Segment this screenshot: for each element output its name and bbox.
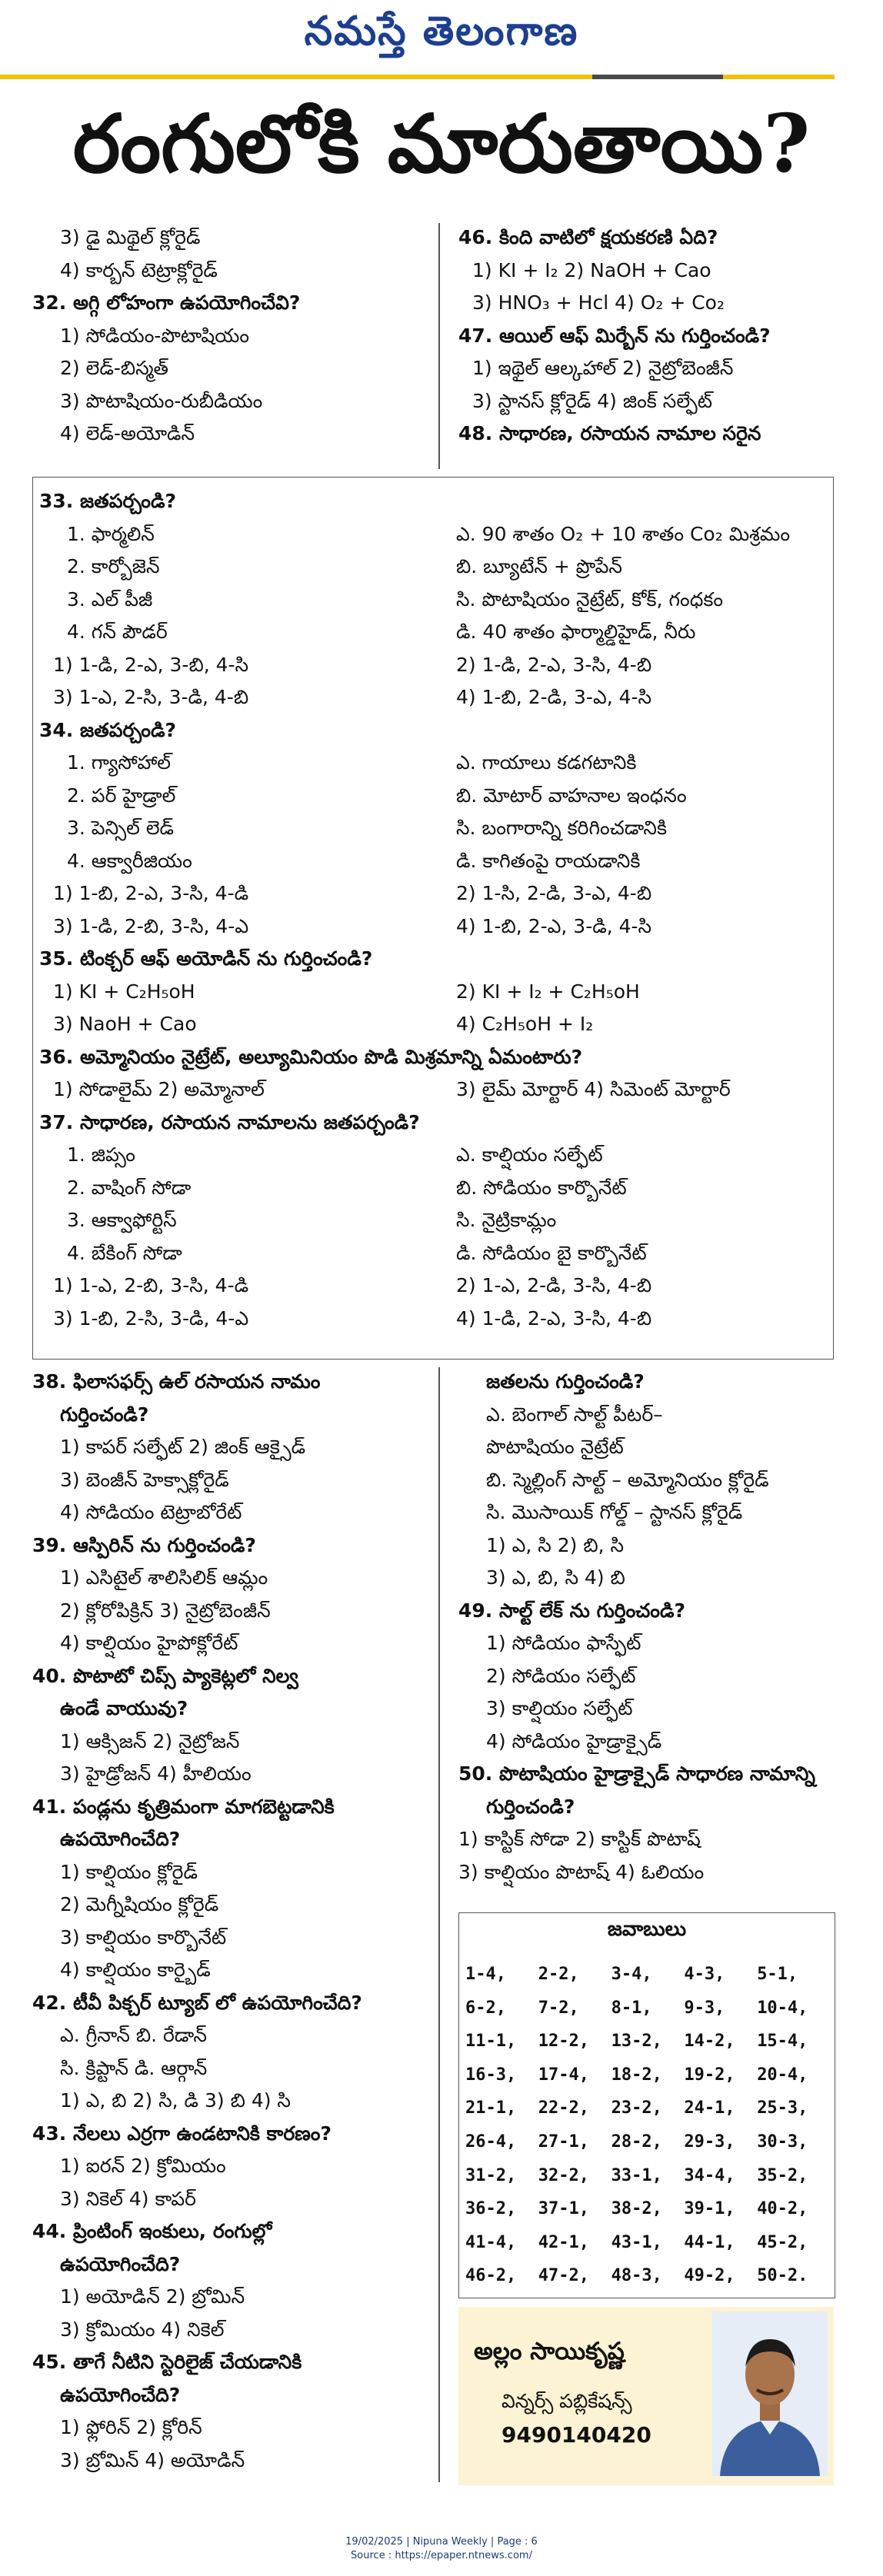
answer-item: 7-2, bbox=[538, 1998, 579, 2018]
option-line: 1) 1-బి, 2-ఎ, 3-సి, 4-డి bbox=[53, 882, 249, 904]
match-option-line: 2) 1-సి, 2-డి, 3-ఎ, 4-బి bbox=[456, 882, 652, 904]
question-line: 50. పొటాషియం హైడ్రాక్సైడ్ సాధారణ నామాన్ని bbox=[458, 1762, 815, 1785]
match-option-line: బి. బ్యూటేన్ + ప్రొపేన్ bbox=[456, 555, 622, 577]
option-line: 3) కాల్షియం పొటాష్ 4) ఓలియం bbox=[458, 1860, 705, 1883]
option-line: 4) కాల్షియం కార్బైడ్ bbox=[60, 1959, 211, 1981]
option-line: 3) స్టానస్ క్లోరైడ్ 4) జింక్ సల్ఫేట్ bbox=[472, 389, 713, 412]
match-option-line: 2) 1-డి, 2-ఎ, 3-సి, 4-బి bbox=[456, 653, 652, 676]
answer-item: 11-1, bbox=[465, 2032, 517, 2052]
answer-item: 6-2, bbox=[465, 1998, 506, 2018]
match-option-line: 4) 1-బి, 2-డి, 3-ఎ, 4-సి bbox=[456, 686, 652, 708]
right-bottom-column bbox=[458, 1366, 858, 1889]
answer-item: 16-3, bbox=[465, 2065, 517, 2085]
question-line: 47. ఆయిల్ ఆఫ్ మిర్బేన్ ను గుర్తించండి? bbox=[458, 324, 771, 347]
option-line: 2. పర్ హైడ్రాల్ bbox=[67, 784, 176, 807]
question-line: 32. అగ్గి లోహంగా ఉపయోగించేవి? bbox=[32, 291, 301, 314]
question-line: 42. టీవీ పిక్చర్ ట్యూబ్ లో ఉపయోగించేది? bbox=[32, 1991, 362, 2014]
option-line: 1. గ్యాసోహాల్ bbox=[67, 751, 172, 774]
option-line: 1) 1-డి, 2-ఎ, 3-బి, 4-సి bbox=[53, 653, 249, 676]
answer-item: 45-2, bbox=[757, 2232, 808, 2252]
answer-item: 5-1, bbox=[757, 1965, 798, 1984]
option-line: 1) ఫ్లోరిన్ 2) క్లోరిన్ bbox=[60, 2416, 202, 2438]
answer-item: 2-2, bbox=[538, 1965, 579, 1984]
match-option-line: సి. నైట్రికామ్లం bbox=[456, 1209, 557, 1231]
option-line: 1) కాపర్ సల్ఫేట్ 2) జింక్ ఆక్సైడ్ bbox=[60, 1436, 306, 1458]
answer-item: 29-3, bbox=[684, 2132, 735, 2152]
answer-item: 41-4, bbox=[465, 2232, 517, 2252]
match-option-line: బి. మోటార్ వాహనాల ఇంధనం bbox=[456, 784, 687, 807]
question-line: ఉండే వాయువు? bbox=[60, 1697, 188, 1719]
option-line: 4) సోడియం టెట్రాబోరేట్ bbox=[60, 1501, 242, 1523]
option-line: 1) ఎ, బి 2) సి, డి 3) బి 4) సి bbox=[60, 2089, 291, 2112]
option-line: 3) NaoH + Cao bbox=[53, 1013, 197, 1035]
answer-item: 25-3, bbox=[757, 2098, 808, 2118]
footer-date-line: 19/02/2025 | Nipuna Weekly | Page : 6 bbox=[345, 2536, 538, 2548]
answer-item: 10-4, bbox=[757, 1998, 808, 2018]
answer-item: 27-1, bbox=[538, 2132, 590, 2152]
question-line: జతలను గుర్తించండి? bbox=[486, 1370, 645, 1393]
answer-item: 34-4, bbox=[684, 2165, 735, 2185]
answer-key-grid bbox=[465, 1958, 830, 2293]
author-name: అల్లం సాయికృష్ణ bbox=[474, 2338, 625, 2365]
question-line: 45. తాగే నీటిని స్టెరిలైజ్ చేయడానికి bbox=[32, 2351, 302, 2373]
option-line: సి. క్రిప్టాన్ డి. ఆర్గాన్ bbox=[60, 2056, 208, 2079]
option-line: 3. పెన్సిల్ లెడ్ bbox=[67, 817, 175, 839]
brand-logo: నమస్తే తెలంగాణ bbox=[304, 8, 579, 55]
answer-item: 20-4, bbox=[757, 2065, 808, 2085]
option-line: 1) ఇథైల్ ఆల్కహాల్ 2) నైట్రోబెంజీన్ bbox=[472, 357, 734, 379]
option-line: 3) హైడ్రోజన్ 4) హీలియం bbox=[60, 1762, 252, 1785]
option-line: 4) లెడ్-అయోడిన్ bbox=[60, 422, 195, 444]
match-option-line: 3) లైమ్ మోర్టార్ 4) సిమెంట్ మోర్టార్ bbox=[456, 1078, 731, 1100]
option-line: 2. కార్బోజెన్ bbox=[67, 555, 160, 577]
answer-item: 12-2, bbox=[538, 2032, 590, 2052]
option-line: 3. ఎల్ పీజీ bbox=[67, 587, 153, 611]
option-line: 3) బెంజీన్ హెక్సాక్లోరైడ్ bbox=[60, 1468, 229, 1491]
match-option-line: సి. పొటాషియం నైట్రేట్, కోక్, గంధకం bbox=[456, 587, 724, 611]
option-line: 2) మెగ్నీషియం క్లోరైడ్ bbox=[60, 1893, 219, 1915]
answer-item: 46-2, bbox=[465, 2266, 517, 2286]
answer-item: 18-2, bbox=[611, 2065, 662, 2085]
answer-item: 23-2, bbox=[611, 2098, 662, 2118]
headline: రంగులోకి మారుతాయి? bbox=[72, 96, 811, 191]
option-line: 2) లెడ్-బిస్మత్ bbox=[60, 357, 169, 379]
matching-questions-box bbox=[32, 477, 834, 1360]
option-line: 3) HNO₃ + Hcl 4) O₂ + Co₂ bbox=[472, 291, 725, 314]
match-option-line: 4) 1-బి, 2-ఎ, 3-డి, 4-సి bbox=[456, 914, 652, 937]
question-line: 48. సాధారణ, రసాయన నామాల సరైన bbox=[458, 422, 761, 444]
option-line: 3) పొటాషియం-రుబీడియం bbox=[60, 389, 263, 412]
match-option-line: 4) C₂H₅oH + I₂ bbox=[456, 1013, 594, 1035]
option-line: 3) 1-ఎ, 2-సి, 3-డి, 4-బి bbox=[53, 686, 249, 708]
option-line: 1) ఆక్సిజన్ 2) నైట్రోజన్ bbox=[60, 1729, 240, 1752]
match-option-line: 4) 1-డి, 2-ఎ, 3-సి, 4-బి bbox=[456, 1306, 652, 1330]
option-line: 4. ఆక్వారీజియం bbox=[67, 849, 192, 872]
answer-item: 42-1, bbox=[538, 2232, 590, 2252]
option-line: 4. గన్ పౌడర్ bbox=[67, 621, 168, 643]
option-line: 2) క్లోరోపిక్రిన్ 3) నైట్రోబెంజీన్ bbox=[60, 1599, 271, 1622]
question-line: గుర్తించండి? bbox=[486, 1795, 575, 1818]
option-line: 1) కాల్షియం క్లోరైడ్ bbox=[60, 1860, 198, 1883]
option-line: 1) సోడియం-పొటాషియం bbox=[60, 324, 250, 347]
question-line: 40. పొటాటో చిప్స్ ప్యాకెట్లలో నిల్వ bbox=[32, 1664, 298, 1687]
answer-item: 40-2, bbox=[757, 2199, 808, 2219]
question-line: ఉపయోగించేది? bbox=[60, 2252, 181, 2275]
match-option-line: ఎ. 90 శాతం O₂ + 10 శాతం Co₂ మిశ్రమం bbox=[456, 522, 791, 545]
answer-item: 1-4, bbox=[465, 1965, 506, 1984]
option-line: 1. ఫార్మలిన్ bbox=[67, 522, 155, 545]
question-line: 33. జతపర్చండి? bbox=[39, 490, 176, 512]
option-line: 3) 1-బి, 2-సి, 3-డి, 4-ఎ bbox=[53, 1306, 249, 1330]
answer-item: 22-2, bbox=[538, 2098, 590, 2118]
option-line: 1. జిప్సం bbox=[67, 1143, 135, 1166]
answer-key-title: జవాబులు bbox=[607, 1918, 687, 1941]
match-option-line: 2) KI + I₂ + C₂H₅oH bbox=[456, 980, 640, 1003]
question-line: 36. అమ్మోనియం నైట్రేట్, అల్యూమినియం పొడి మిశ్రమాన్ని ఏమంటారు? bbox=[39, 1045, 583, 1068]
option-line: 1) కాస్టిక్ సోడా 2) కాస్టిక్ పొటాష్ bbox=[458, 1828, 701, 1850]
left-bottom-column bbox=[32, 1366, 432, 2477]
right-top-column bbox=[458, 221, 858, 451]
question-line: 46. కింది వాటిలో క్షయకరణి ఏది? bbox=[458, 226, 718, 248]
answer-item: 33-1, bbox=[611, 2165, 662, 2185]
option-line: 3) కాల్షియం సల్ఫేట్ bbox=[486, 1697, 633, 1719]
option-line: 3) క్రోమియం 4) నికెల్ bbox=[60, 2318, 225, 2341]
answer-item: 30-3, bbox=[757, 2132, 808, 2152]
answer-item: 32-2, bbox=[538, 2165, 590, 2185]
option-line: 1) ఐరన్ 2) క్రోమియం bbox=[60, 2155, 226, 2177]
question-line: 49. సాల్ట్ లేక్ ను గుర్తించండి? bbox=[458, 1599, 685, 1622]
question-line: 38. ఫిలాసఫర్స్ ఉల్ రసాయన నామం bbox=[32, 1370, 321, 1393]
question-line: 37. సాధారణ, రసాయన నామాలను జతపర్చండి? bbox=[39, 1110, 420, 1133]
question-line: 39. ఆస్పిరిన్ ను గుర్తించండి? bbox=[32, 1533, 256, 1556]
match-option-line: 2) 1-ఎ, 2-డి, 3-సి, 4-బి bbox=[456, 1274, 652, 1296]
option-line: 2. వాషింగ్ సోడా bbox=[67, 1176, 192, 1199]
option-line: బి. స్మెల్లింగ్ సాల్ట్ – అమ్మోనియం క్లోరైడ్ bbox=[486, 1468, 769, 1491]
option-line: ఎ. గ్రీనాన్ బి. రేడాన్ bbox=[60, 2024, 207, 2046]
column-divider-bottom bbox=[438, 1367, 440, 2482]
option-line: 1) సోడాలైమ్ 2) అమ్మోనాల్ bbox=[53, 1078, 265, 1100]
option-line: 1) ఎ, సి 2) బి, సి bbox=[486, 1533, 625, 1556]
question-line: 41. పండ్లను కృత్రిమంగా మాగబెట్టడానికి bbox=[32, 1795, 335, 1818]
left-top-column bbox=[32, 221, 432, 451]
answer-item: 44-1, bbox=[684, 2232, 735, 2252]
option-line: 2) సోడియం సల్ఫేట్ bbox=[486, 1664, 636, 1687]
answer-item: 49-2, bbox=[684, 2266, 735, 2286]
answer-item: 4-3, bbox=[684, 1965, 725, 1984]
question-line: 35. టింక్చర్ ఆఫ్ అయోడిన్ ను గుర్తించండి? bbox=[39, 947, 373, 970]
option-line: 1) 1-ఎ, 2-బి, 3-సి, 4-డి bbox=[53, 1274, 249, 1296]
answer-item: 43-1, bbox=[611, 2232, 662, 2252]
match-option-line: డి. సోడియం బై కార్బొనేట్ bbox=[456, 1241, 647, 1264]
author-publisher: విన్నర్స్ పబ్లికేషన్స్ bbox=[501, 2390, 632, 2412]
match-option-line: ఎ. కాల్షియం సల్ఫేట్ bbox=[456, 1143, 603, 1166]
answer-item: 50-2. bbox=[757, 2266, 808, 2286]
answer-item: 28-2, bbox=[611, 2132, 662, 2152]
answer-item: 13-2, bbox=[611, 2032, 662, 2052]
answer-item: 36-2, bbox=[465, 2199, 517, 2219]
option-line: 3) ఎ, బి, సి 4) బి bbox=[486, 1566, 625, 1589]
answer-item: 31-2, bbox=[465, 2165, 517, 2185]
answer-item: 21-1, bbox=[465, 2098, 517, 2118]
option-line: 1) అయోడిన్ 2) బ్రోమిన్ bbox=[60, 2285, 245, 2308]
question-line: ఉపయోగించేది? bbox=[60, 1828, 181, 1850]
question-line: గుర్తించండి? bbox=[60, 1403, 149, 1426]
match-option-line: బి. సోడియం కార్బొనేట్ bbox=[456, 1176, 627, 1199]
answer-item: 26-4, bbox=[465, 2132, 517, 2152]
option-line: 4) కార్బన్ టెట్రాక్లోరైడ్ bbox=[60, 258, 218, 281]
answer-item: 3-4, bbox=[611, 1965, 652, 1984]
answer-item: 15-4, bbox=[757, 2032, 808, 2052]
answer-item: 37-1, bbox=[538, 2199, 590, 2219]
match-option-line: ఎ. గాయాలు కడగటానికి bbox=[456, 751, 637, 774]
footer-source-line: Source : https://epaper.ntnews.com/ bbox=[351, 2550, 532, 2561]
answer-item: 8-1, bbox=[611, 1998, 652, 2018]
answer-item: 17-4, bbox=[538, 2065, 590, 2085]
column-divider-top bbox=[438, 223, 440, 469]
option-line: సి. మొసాయిక్ గోల్డ్ – స్టానస్ క్లోరైడ్ bbox=[486, 1501, 743, 1523]
answer-item: 19-2, bbox=[684, 2065, 735, 2085]
answer-item: 35-2, bbox=[757, 2165, 808, 2185]
author-card bbox=[458, 2307, 834, 2485]
answer-item: 38-2, bbox=[611, 2199, 662, 2219]
option-line: 4. బేకింగ్ సోడా bbox=[67, 1241, 182, 1264]
match-option-line: సి. బంగారాన్ని కరిగించడానికి bbox=[456, 817, 668, 839]
match-option-line: డి. 40 శాతం ఫార్మాల్డిహైడ్, నీరు bbox=[456, 621, 696, 643]
answer-item: 24-1, bbox=[684, 2098, 735, 2118]
option-line: ఎ. బెంగాల్ సాల్ట్ పీటర్– bbox=[486, 1403, 663, 1426]
question-line: 43. నేలలు ఎర్రగా ఉండటానికి కారణం? bbox=[32, 2122, 332, 2145]
option-line: 3) నికెల్ 4) కాపర్ bbox=[60, 2187, 196, 2210]
match-option-line: డి. కాగితంపై రాయడానికి bbox=[456, 849, 641, 872]
answer-item: 14-2, bbox=[684, 2032, 735, 2052]
option-line: 3) 1-డి, 2-బి, 3-సి, 4-ఎ bbox=[53, 914, 249, 937]
option-line: పొటాషియం నైట్రేట్ bbox=[486, 1436, 624, 1458]
header-dark-bar bbox=[592, 75, 723, 79]
answer-item: 9-3, bbox=[684, 1998, 725, 2018]
option-line: 1) KI + C₂H₅oH bbox=[53, 980, 195, 1003]
answer-item: 39-1, bbox=[684, 2199, 735, 2219]
option-line: 4) కాల్షియం హైపోక్లోరేట్ bbox=[60, 1632, 238, 1654]
option-line: 3. ఆక్వాఫోర్టిస్ bbox=[67, 1209, 177, 1231]
option-line: 1) ఎసిటైల్ శాలిసిలిక్ ఆమ్లం bbox=[60, 1566, 268, 1589]
option-line: 4) సోడియం హైడ్రాక్సైడ్ bbox=[486, 1729, 662, 1752]
question-line: 44. ప్రింటింగ్ ఇంకులు, రంగుల్లో bbox=[32, 2220, 272, 2242]
answer-item: 47-2, bbox=[538, 2266, 590, 2286]
question-line: 34. జతపర్చండి? bbox=[39, 718, 176, 741]
option-line: 1) సోడియం ఫాస్ఫేట్ bbox=[486, 1632, 641, 1654]
answer-item: 48-3, bbox=[611, 2266, 662, 2286]
author-photo bbox=[712, 2311, 828, 2476]
option-line: 3) బ్రోమిన్ 4) అయోడిన్ bbox=[60, 2448, 245, 2471]
option-line: 1) KI + I₂ 2) NaOH + Cao bbox=[472, 258, 711, 281]
option-line: 3) కాల్షియం కార్బొనేట్ bbox=[60, 1925, 227, 1949]
option-line: 3) డై మిథైల్ క్లోరైడ్ bbox=[60, 226, 201, 248]
answer-key-box bbox=[458, 1912, 835, 2298]
author-phone: 9490140420 bbox=[501, 2422, 651, 2448]
question-line: ఉపయోగించేది? bbox=[60, 2383, 181, 2406]
